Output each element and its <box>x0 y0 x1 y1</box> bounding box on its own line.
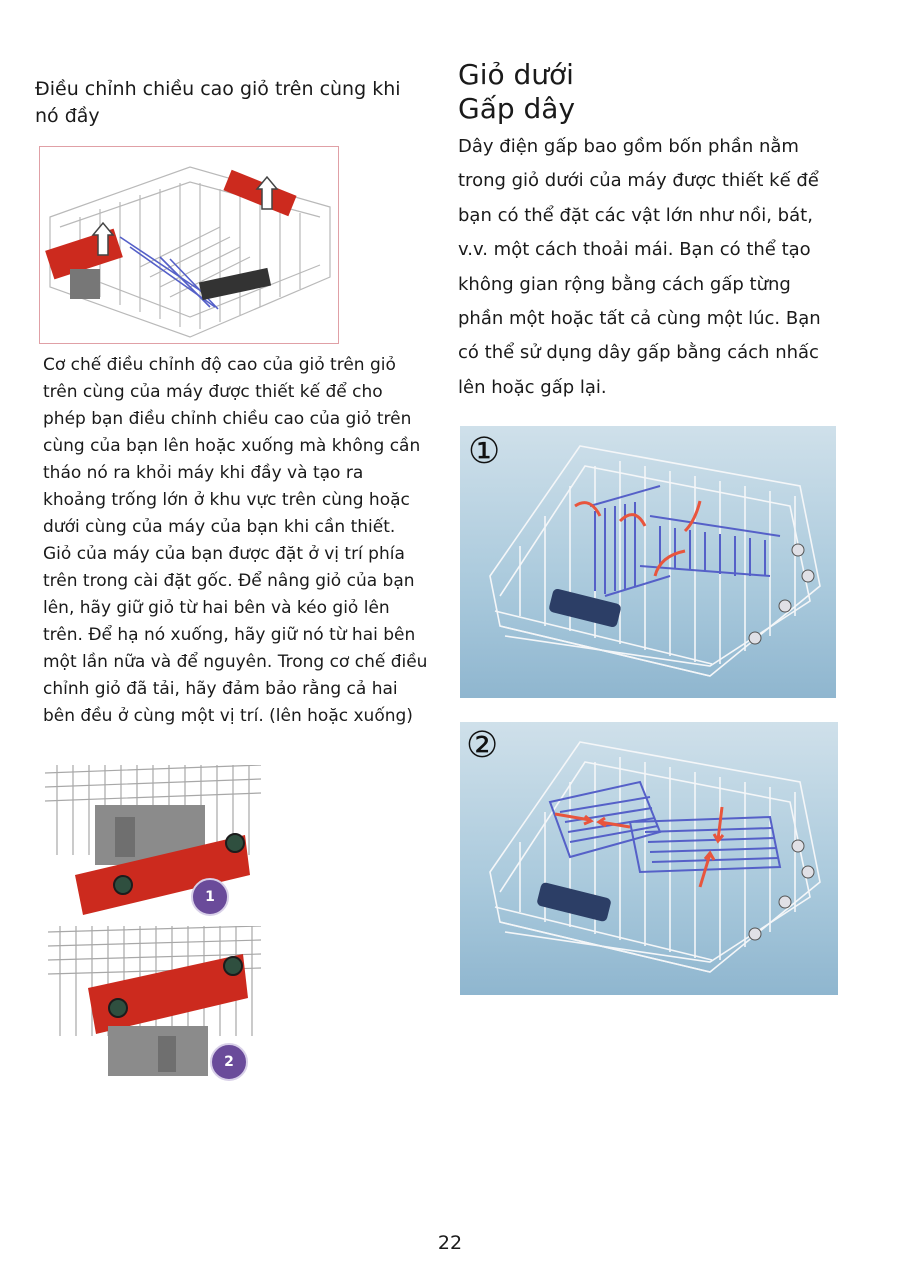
folding-step1-figure <box>460 426 836 698</box>
height-adjust-step1-figure <box>45 765 261 917</box>
section-subtitle-folding-wire: Gấp dây <box>458 92 576 125</box>
step-badge-2 <box>210 1043 248 1081</box>
step1-number: ① <box>468 431 501 472</box>
step-badge-1-label: 1 <box>205 889 215 905</box>
lower-basket-unfolded-illustration <box>460 426 836 698</box>
step2-number: ② <box>466 725 499 766</box>
section-heading-upper-basket: Điều chỉnh chiều cao giỏ trên cùng khi nó đầy <box>35 78 401 127</box>
folding-wire-description: Dây điện gấp bao gồm bốn phần nằm trong giỏ dưới của máy được thiết kế để bạn có thể đặt các vật lớn như nồi, bát, v.v. một cách thoải mái. Bạn có thể tạo không gian rộng bằng cách gấp từng phần một hoặc tất cả cùng một lúc. Bạn có thể sử dụng dây gấp bằng cách nhấc lên hoặc gấp lại. <box>458 136 821 398</box>
page-number: 22 <box>437 1232 463 1254</box>
step-badge-2-label: 2 <box>224 1054 234 1070</box>
lower-basket-folded-illustration <box>460 722 838 995</box>
upper-basket-description: Cơ chế điều chỉnh độ cao của giỏ trên giỏ trên cùng của máy được thiết kế để cho phép bạn điều chỉnh chiều cao của giỏ trên cùng của bạn lên hoặc xuống mà không cần tháo nó ra khỏi máy khi đầy và tạo ra khoảng trống lớn ở khu vực trên cùng hoặc dưới cùng của máy của bạn khi cần thiết. Giỏ của máy của bạn được đặt ở vị trí phía trên trong cài đặt gốc. Để nâng giỏ của bạn lên, hãy giữ giỏ từ hai bên và kéo giỏ lên trên. Để hạ nó xuống, hãy giữ nó từ hai bên một lần nữa và để nguyên. Trong cơ chế điều chỉnh giỏ đã tải, hãy đảm bảo rằng cả hai bên đều ở cùng một vị trí. (lên hoặc xuống) <box>43 355 428 726</box>
section-title-lower-basket: Giỏ dưới <box>458 58 574 91</box>
upper-basket-illustration <box>40 147 338 343</box>
step-badge-1 <box>191 878 229 916</box>
folding-step2-figure <box>460 722 838 995</box>
upper-basket-figure <box>39 146 339 344</box>
height-adjust-step2-figure <box>48 926 261 1083</box>
